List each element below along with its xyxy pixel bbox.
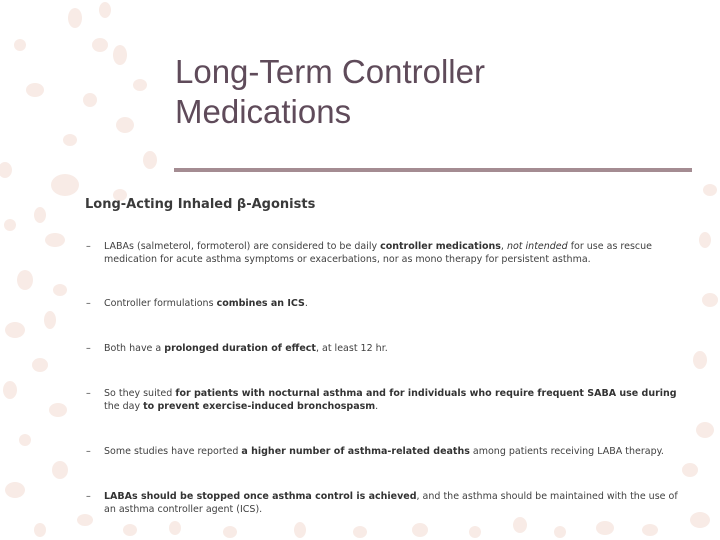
bullet-text-segment: , at least 12 hr. (315, 343, 388, 354)
bullet-text-segment: . (304, 298, 308, 309)
bullet-text (104, 445, 686, 458)
slide-subtitle: Long-Acting Inhaled β-Agonists (85, 197, 316, 212)
bullet-text-segment: , (500, 241, 507, 252)
bullet-dash: – (86, 388, 91, 399)
bullet-text-emphasis: to prevent exercise-induced bronchospasm (143, 401, 376, 412)
bullet-dash: – (86, 491, 91, 502)
bullet-text-segment: among patients receiving LABA therapy. (469, 446, 664, 457)
bullet-text-segment: Controller formulations (104, 298, 217, 309)
bullet-text-segment: So they suited (104, 388, 176, 399)
slide-title-line-1: Long-Term Controller (175, 53, 485, 90)
bullet-text-segment: the day (104, 401, 144, 412)
bullet-text-emphasis: LABAs should be stopped once asthma control is achieved (104, 491, 417, 502)
slide-title-line-2: Medications (175, 93, 352, 130)
bullet-text (104, 342, 686, 355)
bullet-text (104, 297, 686, 310)
bullet-text-emphasis: a higher number of asthma-related deaths (241, 446, 470, 457)
bullet-text-emphasis: controller medications (380, 241, 501, 252)
bullet-text-emphasis: combines an ICS (216, 298, 305, 309)
bullet-text-emphasis: for patients with nocturnal asthma and for individuals who require frequent SABA use during (175, 388, 677, 399)
bullet-text (104, 240, 686, 266)
bullet-dash: – (86, 241, 91, 252)
bullet-dash: – (86, 298, 91, 309)
bullet-text-emphasis: prolonged duration of effect (164, 343, 316, 354)
bullet-text-italic: not intended (506, 241, 568, 252)
bullet-text (104, 387, 686, 413)
bullet-text-segment: Some studies have reported (104, 446, 242, 457)
bullet-text-segment: for use as rescue medication for acute asthma symptoms or exacerbations, nor as mono therapy for persistent asthma. (104, 241, 652, 265)
bullet-dash: – (86, 446, 91, 457)
bullet-text-segment: . (375, 401, 379, 412)
bullet-text-segment: , and the asthma should be maintained with the use of an asthma controller agent (ICS). (104, 491, 678, 515)
bullet-text-segment: Both have a (104, 343, 165, 354)
title-underline-rule (174, 168, 692, 172)
slide-title (175, 52, 695, 132)
bullet-text (104, 490, 686, 516)
bullet-dash: – (86, 343, 91, 354)
bullet-text-segment: LABAs (salmeterol, formoterol) are considered to be daily (104, 241, 381, 252)
